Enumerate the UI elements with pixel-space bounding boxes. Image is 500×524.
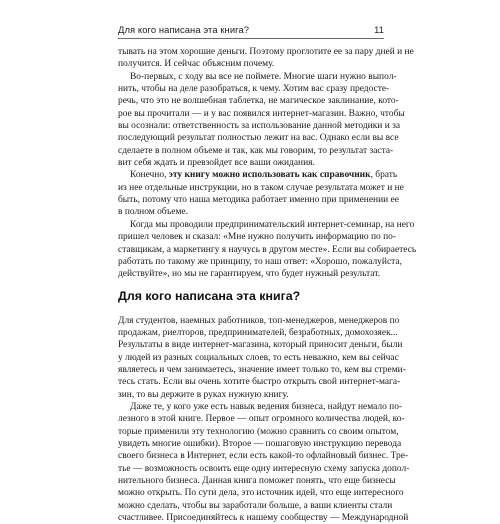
text-line [118,169,398,181]
text-line: действуйте», но мы не гарантируем, что будет нужный результат. [118,269,380,280]
text-line: зин, то вы держите в руках нужную книгу. [118,389,289,400]
text-line: тесь стать. Если вы очень хотите быстро открыть свой интернет-мага- [118,377,401,388]
text-line: рое вы прочитали — и у вас появился интернет-магазин. Важно, чтобы [118,108,405,119]
text-line: работать по такому же принципу, то наш ответ: «Хорошо, пожалуйста, [118,256,402,267]
text-line: у людей из разных социальных слоев, то есть неважно, кем вы сейчас [118,352,399,363]
header-rule [118,38,384,39]
text-line: являетесь и чем занимаетесь, значение имеет только то, кем вы стреми- [118,364,406,375]
text-line: увидеть многие ошибки). Второе — пошаговую инструкцию перевода [118,438,402,449]
text-line: быть, потому что наша методика работает именно при применении ее [118,195,399,206]
text-line: счастливее. Присоединяйтесь к нашему сообществу — Международной [118,513,409,524]
text-line: из нее отдельные инструкции, но в таком случае результата может и не [118,182,404,193]
running-header [118,21,384,35]
text-segment: Конечно, [130,170,169,181]
text-line: можно сделать, чтобы вы заработали больше, а ваши клиенты стали [118,500,393,511]
paragraph [118,401,410,524]
text-line: в полном объеме. [118,207,188,218]
text-line: лезного в этой книге. Первое — опыт огромного количества людей, ко- [118,414,405,425]
paragraph [118,46,414,71]
text-line: вы осознали: ответственность за использование данной методики и за [118,121,401,132]
text-line: Во-первых, с ходу вы все не поймете. Многие шаги нужно выпол- [130,71,397,82]
section-heading: Для кого написана эта книга? [118,288,301,303]
text-line: Результаты в виде интернет-магазина, который приносит деньги, были [118,340,403,351]
text-line: Даже те, у кого уже есть навык ведения бизнеса, найдут немало по- [130,401,403,412]
running-header-title: Для кого написана эта книга? [118,24,250,35]
text-line: вит себя ждать и превзойдет все ваши ожидания. [118,158,315,169]
text-line: ставщикам, а маркетингу я научусь в другом месте». Если вы собираетесь [118,244,417,255]
text-line: тывать на этом хорошие деньги. Поэтому проглотите ее за пару дней и не [118,47,414,57]
text-segment: , брать [370,170,398,181]
text-line: Для студентов, наемных работников, топ-менеджеров, менеджеров по [118,315,400,326]
text-line: сделаете в полном объеме и так, как мы говорим, то результат заста- [118,145,394,156]
text-line: нительного бизнеса. Данная книга поможет понять, что еще бизнесы [118,476,396,486]
text-line: продажам, риелторов, предпринимателей, безработных, домохозяек... [118,327,398,338]
text-line: нить, чтобы на деле разобраться, к чему. Хотим вас сразу предосте- [118,84,390,95]
text-line: получится. И сейчас объясним почему. [118,59,275,70]
paragraph [118,71,405,170]
paragraph [118,219,417,281]
text-line: Когда мы проводили предпринимательский интернет-семинар, на него [130,219,415,230]
text-line: последующий результат полностью лежит на вас. Однако если вы все [118,133,399,144]
text-line: торые применили эту технологию (можно сравнить со своим опытом, [118,426,399,437]
text-line: тье — возможность освоить еще одну интересную схему запуска допол- [118,463,410,474]
paragraph [118,315,406,401]
text-line: речь, что это не волшебная таблетка, не магическое заклинание, кото- [118,96,399,107]
text-line: можно открыть. По сути дела, это источник идей, что еще интересного [118,488,404,499]
bold-phrase: эту книгу можно использовать как справочник [168,170,371,181]
page-number: 11 [374,24,384,35]
page-body [118,46,417,524]
paragraph [118,169,404,218]
text-line: своего бизнеса в Интернет, если есть какой-то офлайновый бизнес. Тре- [118,451,409,462]
text-line: пришел человек и сказал: «Мне нужно получить информацию по по- [118,232,396,243]
